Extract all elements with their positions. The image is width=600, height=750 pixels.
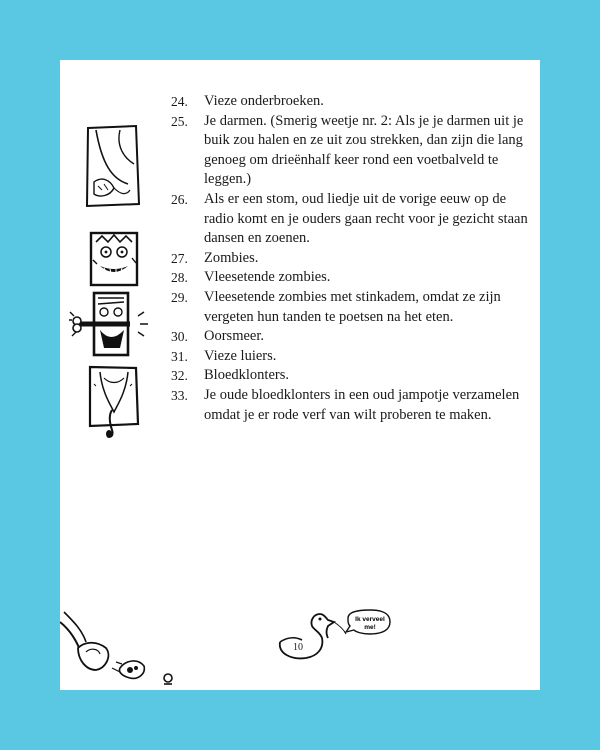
item-text: Zombies. bbox=[204, 249, 259, 266]
speech-bubble-line-1: Ik verveel bbox=[355, 616, 385, 623]
item-text: Je darmen. (Smerig weetje nr. 2: Als je je darmen uit je buik zou halen en ze uit zou strekken, dan zijn die lang genoeg om drieënhalf keer rond een voetbalveld te leggen.) bbox=[204, 112, 524, 188]
list-item bbox=[171, 268, 531, 288]
item-number: 27. bbox=[171, 250, 188, 266]
list-item bbox=[171, 92, 531, 112]
item-text: Bloedklonters. bbox=[204, 367, 289, 384]
underwear-doodle-icon bbox=[84, 124, 142, 208]
item-number: 26. bbox=[171, 191, 188, 207]
list-item bbox=[171, 249, 531, 269]
item-text: Je oude bloedklonters in een oud jampotje verzamelen omdat je er rode verf van wilt proberen te maken. bbox=[204, 386, 520, 423]
list-item bbox=[171, 366, 531, 386]
list-item bbox=[171, 112, 531, 190]
item-text: Oorsmeer. bbox=[204, 328, 264, 345]
zombie-bone-doodle-icon bbox=[68, 290, 154, 358]
list-item bbox=[171, 288, 531, 327]
page-number: 10 bbox=[293, 642, 303, 653]
item-number: 31. bbox=[171, 348, 188, 364]
book-page bbox=[60, 60, 540, 690]
speech-bubble-line-2: me! bbox=[364, 624, 376, 631]
diaper-doodle-icon bbox=[86, 364, 142, 440]
gross-list bbox=[171, 92, 531, 425]
item-text: Vleesetende zombies. bbox=[204, 269, 331, 286]
list-item bbox=[171, 327, 531, 347]
list-item bbox=[171, 386, 531, 425]
list-item bbox=[171, 190, 531, 249]
item-text: Vleesetende zombies met stinkadem, omdat ze zijn vergeten hun tanden te poetsen na het eten. bbox=[204, 288, 501, 325]
item-number: 30. bbox=[171, 329, 188, 345]
item-number: 33. bbox=[171, 387, 188, 403]
corner-doodle-icon bbox=[60, 608, 190, 690]
item-number: 28. bbox=[171, 270, 188, 286]
item-text: Vieze luiers. bbox=[204, 347, 277, 364]
item-number: 29. bbox=[171, 289, 188, 305]
item-number: 24. bbox=[171, 94, 188, 109]
duck-doodle-icon bbox=[274, 608, 394, 664]
item-text: Als er een stom, oud liedje uit de vorige eeuw op de radio komt en je ouders gaan recht voor je gezicht staan dansen en zoenen. bbox=[204, 190, 528, 247]
item-number: 32. bbox=[171, 368, 188, 384]
item-number: 25. bbox=[171, 113, 188, 129]
item-text: Vieze onderbroeken. bbox=[204, 93, 324, 109]
list-item bbox=[171, 347, 531, 367]
zombie-face-doodle-icon bbox=[88, 230, 140, 288]
